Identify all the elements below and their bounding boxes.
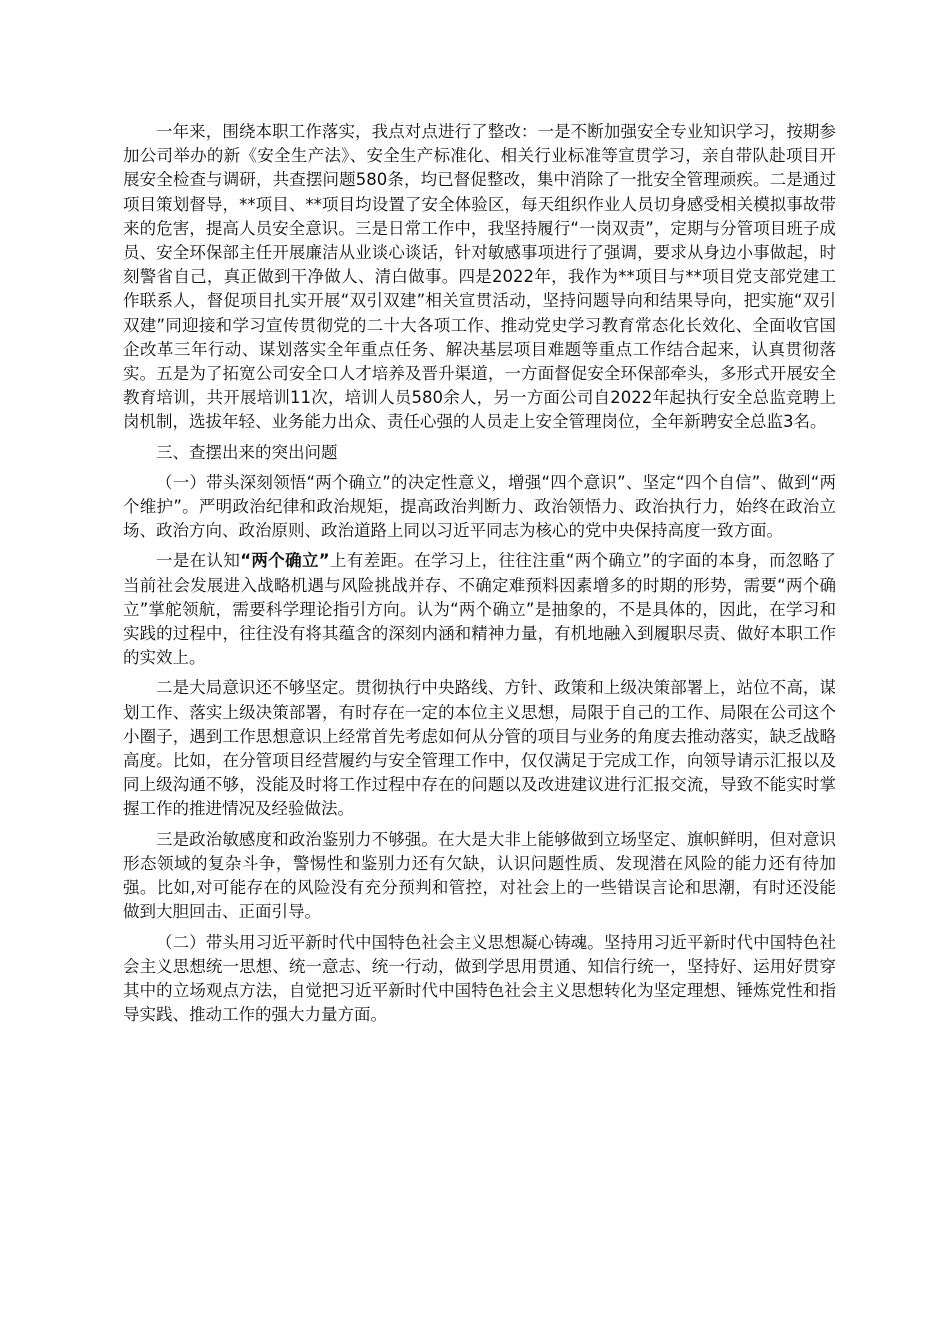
point-one-bold-phrase: “两个确立” [240, 551, 330, 571]
paragraph-point-two: 二是大局意识还不够坚定。贯彻执行中央路线、方针、政策和上级决策部署上，站位不高，谋划工作、落实上级决策部署，有时存在一定的本位主义思想，局限于自己的工作、局限在公司这个小圈子，遇到工作思想意识上经常首先考虑如何从分管的项目与业务的角度去推动落实，缺乏战略高度。比如，在分管项目经营履约与安全管理工作中，仅仅满足于完成工作，向领导请示汇报以及同上级沟通不够，没能及时将工作过程中存在的问题以及改进建议进行汇报交流，导致不能实时掌握工作的推进情况及经验做法。 [123, 678, 836, 819]
document-page [123, 120, 836, 1033]
section-heading-problems: 三、查摆出来的突出问题 [156, 442, 338, 462]
point-one-lead: 一是在认知 [156, 551, 241, 571]
paragraph-rectification-summary: 一年来，围绕本职工作落实，我点对点进行了整改：一是不断加强安全专业知识学习，按期参加公司举办的新《安全生产法》、安全生产标准化、相关行业标准等宣贯学习，亲自带队赴项目开展安全检查与调研，共查摆问题580条，均已督促整改，集中消除了一批安全管理顽疾。二是通过项目策划督导，**项目、**项目均设置了安全体验区，每天组织作业人员切身感受相关模拟事故带来的危害，提高人员安全意识。三是日常工作中，我坚持履行“一岗双责”，定期与分管项目班子成员、安全环保部主任开展廉洁从业谈心谈话，针对敏感事项进行了强调，要求从身边小事做起，时刻警省自己，真正做到干净做人、清白做事。四是2022年，我作为**项目与**项目党支部党建工作联系人，督促项目扎实开展“双引双建”相关宣贯活动，坚持问题导向和结果导向，把实施“双引双建”同迎接和学习宣传贯彻党的二十大各项工作、推动党史学习教育常态化长效化、全面收官国企改革三年行动、谋划落实全年重点任务、解决基层项目难题等重点工作结合起来，认真贯彻落实。五是为了拓宽公司安全口人才培养及晋升渠道，一方面督促安全环保部牵头，多形式开展安全教育培训，共开展培训11次，培训人员580余人，另一方面公司自2022年起执行安全总监竞聘上岗机制，选拔年轻、业务能力出众、责任心强的人员走上安全管理岗位，全年新聘安全总监3名。 [123, 122, 836, 432]
paragraph-point-three: 三是政治敏感度和政治鉴别力不够强。在大是大非上能够做到立场坚定、旗帜鲜明，但对意识形态领域的复杂斗争，警惕性和鉴别力还有欠缺，认识问题性质、发现潜在风险的能力还有待加强。比如,对可能存在的风险没有充分预判和管控，对社会上的一些错误言论和思潮，有时还没能做到大胆回击、正面引导。 [123, 829, 836, 922]
subsection-two-intro: （二）带头用习近平新时代中国特色社会主义思想凝心铸魂。坚持用习近平新时代中国特色社会主义思想统一思想、统一意志、统一行动，做到学思用贯通、知信行统一，坚持好、运用好贯穿其中的立场观点方法，自觉把习近平新时代中国特色社会主义思想转化为坚定理想、锤炼党性和指导实践、推动工作的强大力量方面。 [123, 932, 836, 1025]
subsection-one-intro: （一）带头深刻领悟“两个确立”的决定性意义，增强“四个意识”、坚定“四个自信”、做到“两个维护”。严明政治纪律和政治规矩，提高政治判断力、政治领悟力、政治执行力，始终在政治立场、政治方向、政治原则、政治道路上同以习近平同志为核心的党中央保持高度一致方面。 [123, 472, 836, 541]
paragraph-point-one [123, 549, 836, 670]
point-one-body: 上有差距。在学习上，往往注重“两个确立”的字面的本身，而忽略了当前社会发展进入战略机遇与风险挑战并存、不确定难预料因素增多的时期的形势，需要“两个确立”掌舵领航，需要科学理论指引方向。认为“两个确立”是抽象的，不是具体的，因此，在学习和实践的过程中，往往没有将其蕴含的深刻内涵和精神力量，有机地融入到履职尽责、做好本职工作的实效上。 [123, 551, 836, 668]
